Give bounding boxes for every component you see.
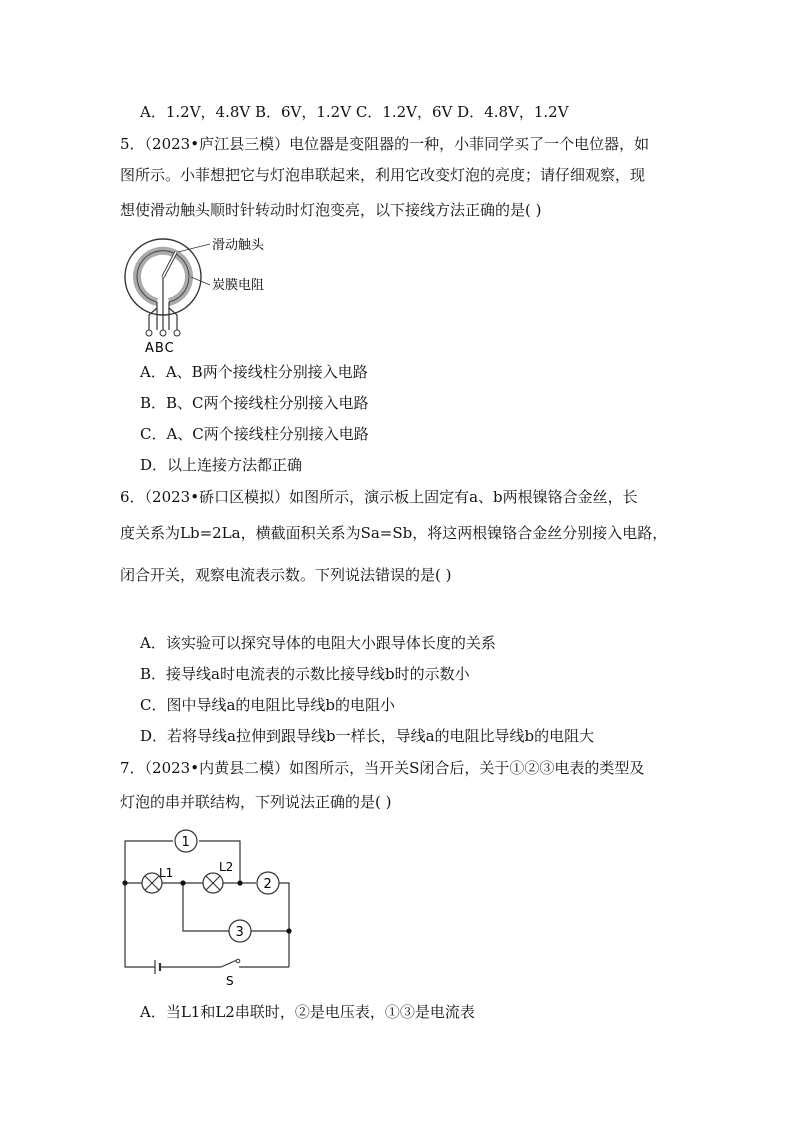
potentiometer-figure [118, 230, 298, 355]
meter-3-label: 3 [235, 925, 244, 940]
carbon-film-label: 炭膜电阻 [212, 278, 265, 293]
q5-stem-line3: 想使滑动触头顺时针转动时灯泡变亮，以下接线方法正确的是( ) [120, 201, 542, 219]
q6-stem-line2: 度关系为Lb=2La，横截面积关系为Sa=Sb，将这两根镍铬合金丝分别接入电路， [120, 524, 668, 542]
terminal-a-icon [146, 330, 152, 336]
slider-contact-label: 滑动触头 [212, 238, 265, 253]
terminals-label: ABC [145, 341, 175, 355]
q5-stem-line2: 图所示。小菲想把它与灯泡串联起来，利用它改变灯泡的亮度；请仔细观察，现 [120, 166, 646, 184]
q6-option-c: C．图中导线a的电阻比导线b的电阻小 [140, 696, 396, 714]
q7-option-a: A．当L1和L2串联时，②是电压表，①③是电流表 [140, 1003, 475, 1021]
q7-stem-line1: 7．（2023•内黄县二模）如图所示，当开关S闭合后，关于①②③电表的类型及 [120, 759, 645, 777]
q7-stem-line2: 灯泡的串并联结构，下列说法正确的是( ) [120, 793, 392, 811]
q6-option-b: B．接导线a时电流表的示数比接导线b时的示数小 [140, 665, 470, 683]
circuit-figure [115, 825, 305, 990]
q5-option-d: D．以上连接方法都正确 [140, 456, 303, 474]
lamp-l1-label: L1 [159, 866, 174, 880]
q5-stem-line1: 5．（2023•庐江县三模）电位器是变阻器的一种，小菲同学买了一个电位器，如 [120, 135, 650, 153]
lamp-l2-label: L2 [219, 860, 234, 874]
q4-options-line: A．1.2V，4.8V B．6V，1.2V C．1.2V，6V D．4.8V，1.2V [140, 103, 569, 121]
q5-option-b: B．B、C两个接线柱分别接入电路 [140, 394, 369, 412]
q6-option-d: D．若将导线a拉伸到跟导线b一样长，导线a的电阻比导线b的电阻大 [140, 727, 595, 745]
q5-option-c: C．A、C两个接线柱分别接入电路 [140, 425, 369, 443]
q6-stem-line3: 闭合开关，观察电流表示数。下列说法错误的是( ) [120, 566, 452, 584]
terminal-c-icon [174, 330, 180, 336]
q6-stem-line1: 6．（2023•硚口区模拟）如图所示，演示板上固定有a、b两根镍铬合金丝，长 [120, 488, 638, 506]
q5-option-a: A．A、B两个接线柱分别接入电路 [140, 363, 368, 381]
switch-s-icon [221, 960, 237, 967]
meter-1-label: 1 [181, 835, 190, 850]
meter-2-label: 2 [263, 877, 272, 892]
terminal-b-icon [160, 330, 166, 336]
switch-s-label: S [226, 974, 234, 988]
q6-option-a: A．该实验可以探究导体的电阻大小跟导体长度的关系 [140, 634, 496, 652]
